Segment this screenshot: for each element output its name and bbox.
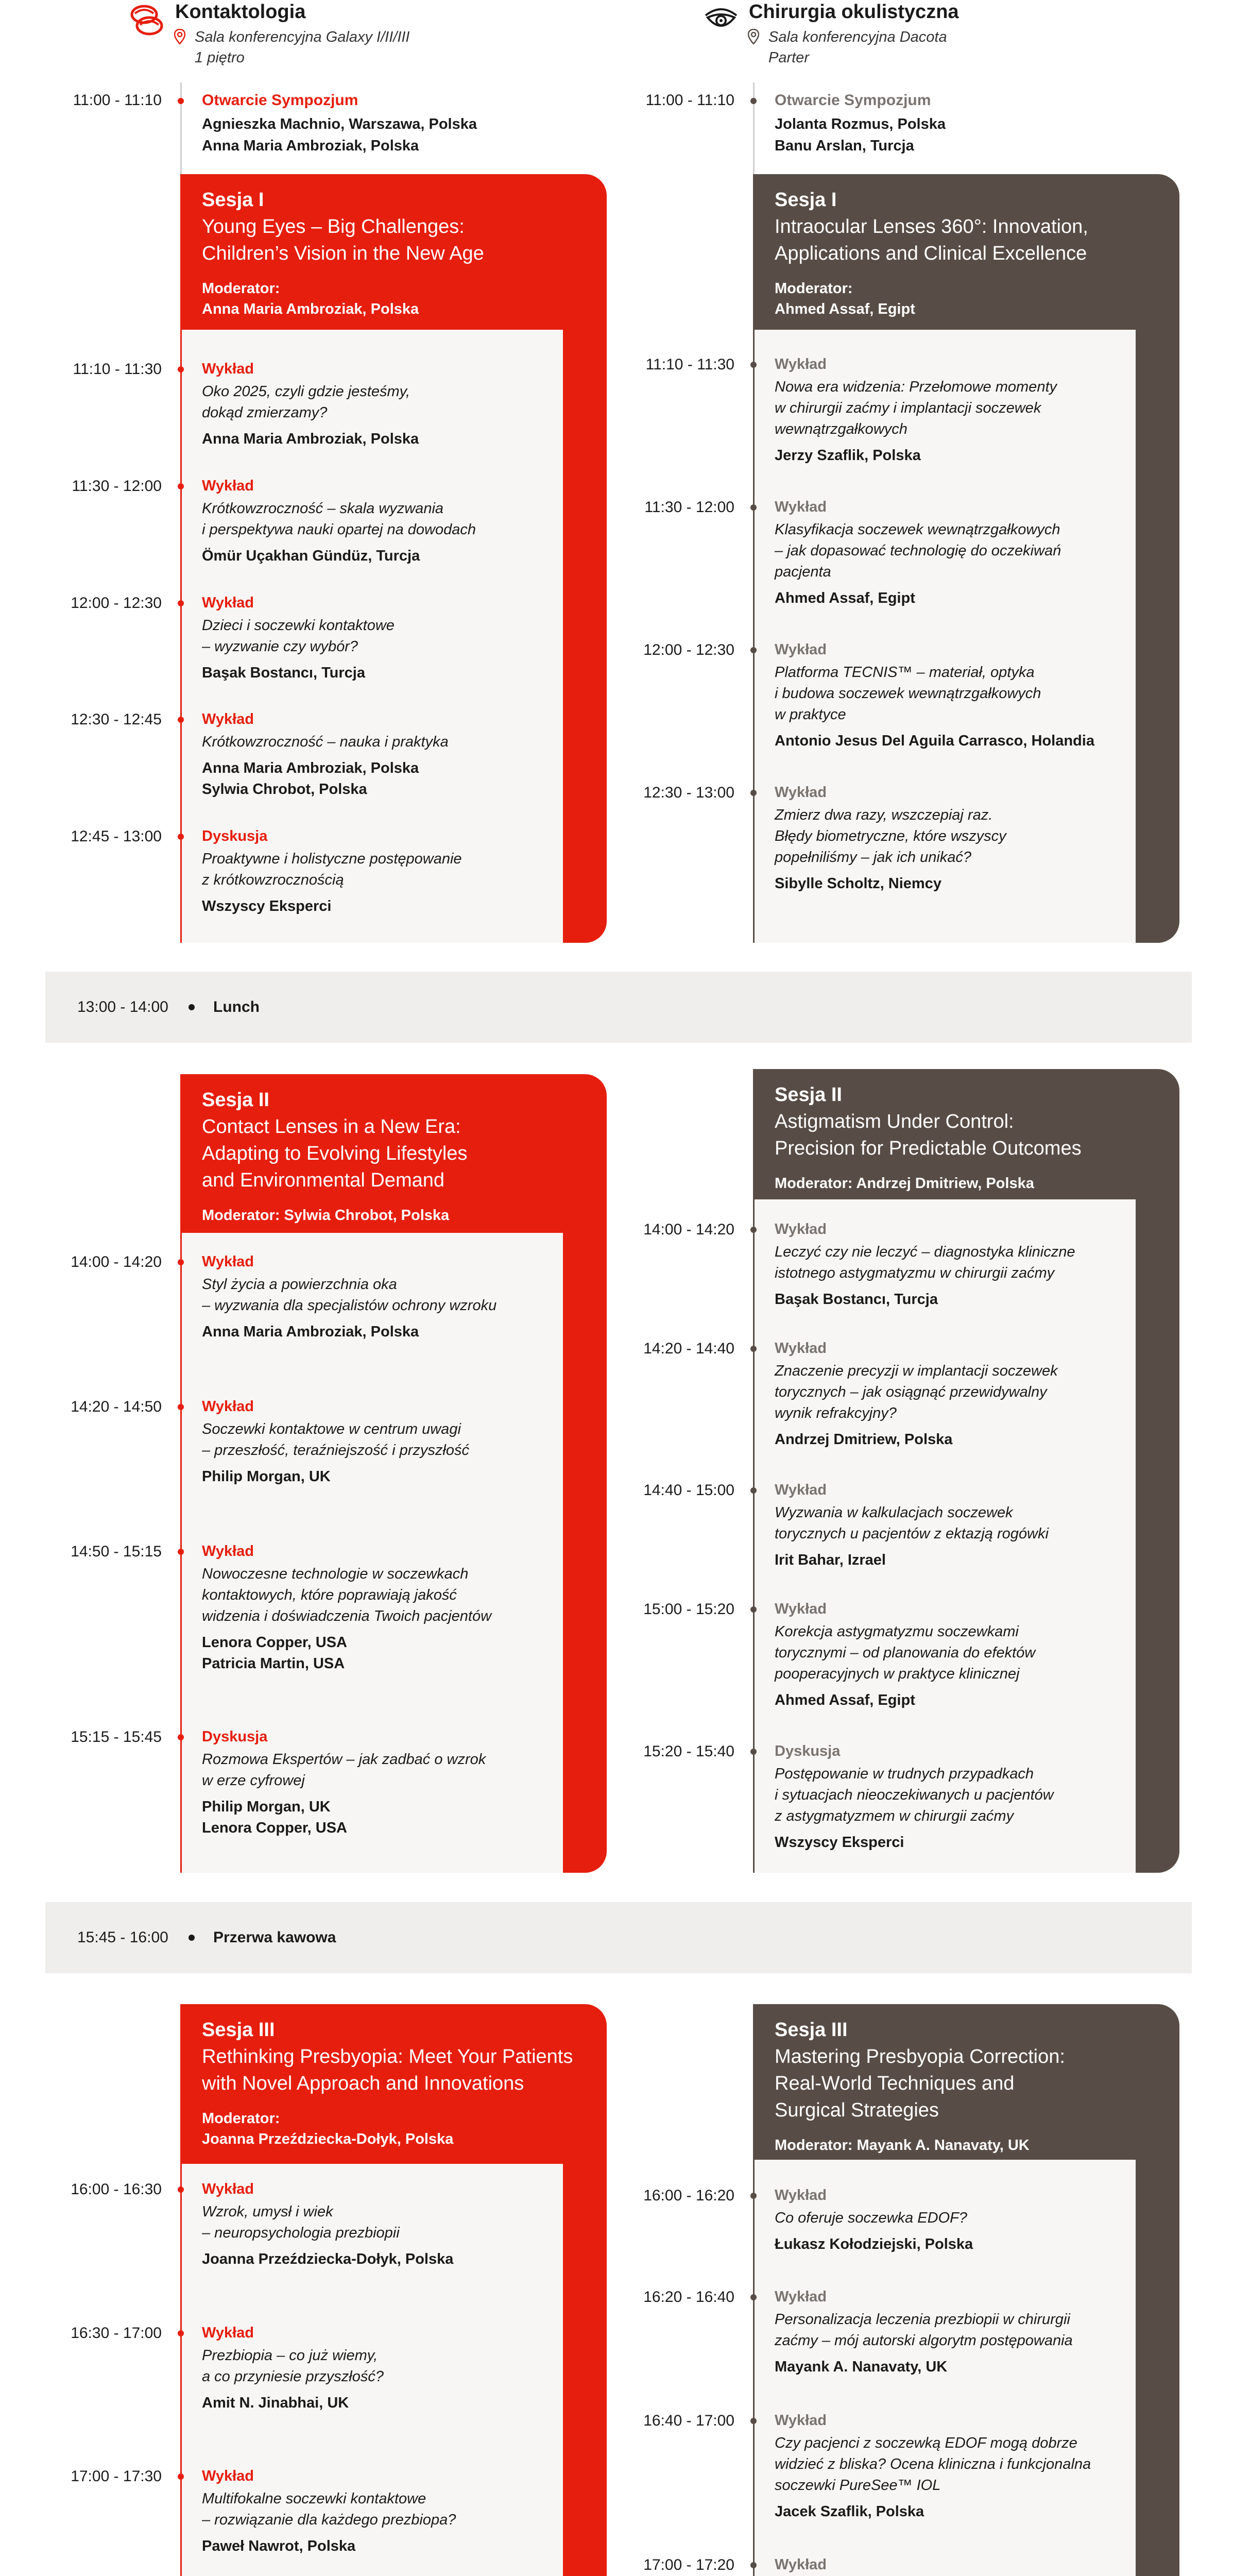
- item-time: 11:30 - 12:00: [72, 478, 162, 495]
- timeline-dot: [750, 2193, 757, 2199]
- item-time: 15:15 - 15:45: [71, 1728, 162, 1745]
- timeline-dot: [750, 362, 757, 368]
- item-time: 12:30 - 13:00: [643, 784, 734, 801]
- session-moderator: Moderator: Sylwia Chrobot, Polska: [202, 1207, 450, 1224]
- session-label: Sesja II: [202, 1089, 269, 1111]
- session-title: Intraocular Lenses 360°: Innovation, Applications and Clinical Excellence: [775, 216, 1088, 264]
- timeline-dot: [750, 1749, 757, 1755]
- timeline-dot: [178, 2187, 184, 2193]
- left-open-symposium: Otwarcie Sympozjum Agnieszka Machnio, Warszawa, Polska Anna Maria Ambroziak, Polska: [202, 92, 477, 154]
- item-time: 16:00 - 16:30: [71, 2181, 162, 2198]
- session-label: Sesja II: [775, 1084, 842, 1106]
- program-item: Dyskusja Rozmowa Ekspertów – jak zadbać o wzrok w erze cyfrowej Philip Morgan, UK Lenora Copper, USA: [202, 1728, 486, 1836]
- session-moderator: Moderator: Andrzej Dmitriew, Polska: [775, 1175, 1034, 1192]
- program-item: Wykład Co oferuje soczewka EDOF? Łukasz Kołodziejski, Polska: [775, 2187, 973, 2252]
- item-time: 16:00 - 16:20: [643, 2187, 734, 2204]
- program-item: Wykład Styl życia a powierzchnia oka – wyzwania dla specjalistów ochrony wzroku Anna Maria Ambroziak, Polska: [202, 1253, 497, 1340]
- item-time: 14:20 - 14:50: [71, 1398, 162, 1415]
- eye-icon: [703, 2, 740, 42]
- break-time: 15:45 - 16:00: [77, 1929, 168, 1946]
- session-label: Sesja III: [202, 2019, 275, 2041]
- timeline-dot: [750, 1346, 757, 1352]
- break-label: Przerwa kawowa: [213, 1929, 336, 1946]
- timeline-dot: [178, 483, 184, 489]
- timeline-dot: [178, 366, 184, 372]
- break-time: 13:00 - 14:00: [77, 998, 168, 1015]
- item-time: 14:00 - 14:20: [643, 1221, 734, 1238]
- item-time: 12:30 - 12:45: [71, 711, 162, 728]
- session-title: Contact Lenses in a New Era: Adapting to Evolving Lifestyles and Environmental Demand: [202, 1116, 468, 1191]
- item-time: 14:40 - 15:00: [643, 1482, 734, 1499]
- timeline-dot: [750, 2418, 757, 2424]
- session-title: Astigmatism Under Control: Precision for Predictable Outcomes: [775, 1111, 1082, 1159]
- program-item: Dyskusja Proaktywne i holistyczne postępowanie z krótkowzrocznością Wszyscy Eksperci: [202, 828, 462, 914]
- right-column-title: Chirurgia okulistyczna: [749, 1, 959, 23]
- session-moderator: Moderator: Ahmed Assaf, Egipt: [775, 280, 915, 317]
- timeline-dot: [178, 98, 184, 104]
- item-time: 15:00 - 15:20: [643, 1601, 734, 1618]
- timeline-dot: [750, 2294, 757, 2300]
- timeline-dot: [750, 2562, 757, 2568]
- program-item: Wykład Krótkowzroczność – nauka i praktyka Anna Maria Ambroziak, Polska Sylwia Chrobot, Polska: [202, 711, 449, 798]
- timeline-dot: [178, 1259, 184, 1265]
- program-item: Wykład Soczewki kontaktowe w centrum uwagi – przeszłość, teraźniejszość i przyszłość Philip Morgan, UK: [202, 1398, 469, 1485]
- left-open-time: 11:00 - 11:10: [73, 92, 162, 109]
- item-time: 16:40 - 17:00: [643, 2412, 734, 2429]
- break-label: Lunch: [213, 998, 260, 1015]
- timeline-dot: [750, 1606, 757, 1613]
- timeline-dot: [178, 1734, 184, 1740]
- timeline-dot: [178, 2330, 184, 2336]
- session-label: Sesja I: [202, 189, 264, 211]
- break-dot: [189, 1004, 195, 1010]
- session-title: Young Eyes – Big Challenges: Children’s Vision in the New Age: [202, 216, 484, 264]
- program-item: Wykład Korekcja astygmatyzmu soczewkami torycznymi – od planowania do efektów pooperacyjnych w praktyce klinicznej Ahmed Assaf, Egipt: [775, 1601, 1036, 1708]
- session-moderator: Moderator: Anna Maria Ambroziak, Polska: [202, 280, 419, 317]
- location-pin-icon: [174, 29, 185, 47]
- item-time: 12:45 - 13:00: [71, 828, 162, 845]
- left-column-title: Kontaktologia: [175, 1, 306, 23]
- item-time: 11:10 - 11:30: [645, 356, 734, 373]
- program-item: Wykład Oko 2025, czyli gdzie jesteśmy, dokąd zmierzamy? Anna Maria Ambroziak, Polska: [202, 361, 419, 447]
- item-time: 12:00 - 12:30: [71, 595, 162, 612]
- item-time: 11:10 - 11:30: [73, 361, 162, 378]
- item-time: 11:30 - 12:00: [644, 499, 734, 516]
- program-item: Wykład Zmierz dwa razy, wszczepiaj raz. Błędy biometryczne, które wszyscy popełniliśmy – jak ich unikać? Sibylle Scholtz, Niemcy: [775, 784, 1006, 892]
- timeline-dot: [178, 1404, 184, 1410]
- contact-lens-icon: [129, 2, 166, 42]
- left-location: Sala konferencyjna Galaxy I/II/III 1 piętro: [195, 29, 410, 66]
- item-time: 12:00 - 12:30: [643, 641, 734, 658]
- right-open-time: 11:00 - 11:10: [645, 92, 734, 109]
- item-time: 14:50 - 15:15: [71, 1543, 162, 1560]
- session-label: Sesja III: [775, 2019, 848, 2041]
- program-item: Wykład Wzrok, umysł i wiek – neuropsychologia prezbiopii Joanna Przeździecka-Dołyk, Polska: [202, 2181, 454, 2267]
- timeline-dot: [750, 504, 757, 511]
- timeline-dot: [178, 2473, 184, 2480]
- program-item: Wykład Prezbiopia – co już wiemy, a co przyniesie przyszłość? Amit N. Jinabhai, UK: [202, 2325, 384, 2411]
- right-open-symposium: Otwarcie Sympozjum Jolanta Rozmus, Polska Banu Arslan, Turcja: [775, 92, 946, 154]
- timeline-dot: [750, 1487, 757, 1494]
- program-item: Wykład Dzieci i soczewki kontaktowe – wyzwanie czy wybór? Başak Bostancı, Turcja: [202, 595, 395, 681]
- item-time: 17:00 - 17:30: [71, 2468, 162, 2485]
- program-item: Dyskusja Postępowanie w trudnych przypadkach i sytuacjach nieoczekiwanych u pacjentów z astygmatyzmem w chirurgii zaćmy Wszyscy Eksperci: [775, 1743, 1054, 1851]
- session-label: Sesja I: [775, 189, 837, 211]
- timeline-dot: [750, 790, 757, 796]
- timeline-dot: [178, 834, 184, 840]
- item-time: 14:20 - 14:40: [643, 1340, 734, 1357]
- timeline-dot: [750, 98, 757, 104]
- program-item: Wykład Czy pacjenci z soczewką EDOF mogą dobrze widzieć z bliska? Ocena kliniczna i funkcjonalna soczewki PureSee™ IOL Jacek Szaflik, Polska: [775, 2412, 1091, 2520]
- item-time: 17:00 - 17:20: [643, 2556, 734, 2573]
- location-pin-icon: [748, 29, 759, 47]
- break-dot: [189, 1935, 195, 1941]
- session-moderator: Moderator: Joanna Przeździecka-Dołyk, Polska: [202, 2110, 454, 2147]
- program-item: Wykład Klasyfikacja soczewek wewnątrzgałkowych – jak dopasować technologię do oczekiwań pacjenta Ahmed Assaf, Egipt: [775, 499, 1061, 606]
- program-item: Wykład Nowa era widzenia: Przełomowe momenty w chirurgii zaćmy i implantacji soczewek wewnątrzgałkowych Jerzy Szaflik, Polska: [775, 356, 1057, 464]
- right-location: Sala konferencyjna Dacota Parter: [768, 29, 947, 66]
- item-time: 14:00 - 14:20: [71, 1253, 162, 1270]
- program-item: Wykład Krótkowzroczność – skala wyzwania i perspektywa nauki opartej na dowodach Ömür Uçakhan Gündüz, Turcja: [202, 478, 476, 564]
- program-item: Wykład Personalizacja leczenia prezbiopii w chirurgii zaćmy – mój autorski algorytm postępowania Mayank A. Nanavaty, UK: [775, 2289, 1073, 2375]
- program-item: Wykład Znaczenie precyzji w implantacji soczewek torycznych – jak osiągnąć przewidywalny wynik refrakcyjny? Andrzej Dmitriew, Polska: [775, 1340, 1058, 1448]
- timeline-dot: [178, 717, 184, 723]
- program-item: Wykład Leczyć czy nie leczyć – diagnostyka kliniczne istotnego astygmatyzmu w chirurgii zaćmy Başak Bostancı, Turcja: [775, 1221, 1075, 1308]
- timeline-dot: [750, 1227, 757, 1233]
- timeline-dot: [750, 647, 757, 653]
- timeline-dot: [178, 600, 184, 606]
- session-title: Rethinking Presbyopia: Meet Your Patients with Novel Approach and Innovations: [202, 2046, 573, 2094]
- break-lunch: [45, 972, 1192, 1043]
- program-item: Wykład Wyzwania w kalkulacjach soczewek torycznych u pacjentów z ektazją rogówki Irit Bahar, Izrael: [775, 1482, 1049, 1568]
- program-item: Wykład: [775, 2556, 827, 2573]
- session-title: Mastering Presbyopia Correction: Real-World Techniques and Surgical Strategies: [775, 2046, 1065, 2121]
- timeline-dot: [178, 1549, 184, 1555]
- item-time: 15:20 - 15:40: [643, 1743, 734, 1760]
- break-coffee: [45, 1902, 1192, 1973]
- program-item: Wykład Platforma TECNIS™ – materiał, optyka i budowa soczewek wewnątrzgałkowych w praktyce Antonio Jesus Del Aguila Carrasco, Holandia: [775, 641, 1094, 749]
- item-time: 16:20 - 16:40: [643, 2289, 734, 2306]
- session-moderator: Moderator: Mayank A. Nanavaty, UK: [775, 2137, 1030, 2154]
- program-item: Wykład Multifokalne soczewki kontaktowe – rozwiązanie dla każdego prezbiopa? Paweł Nawrot, Polska: [202, 2468, 456, 2554]
- program-item: Wykład Nowoczesne technologie w soczewkach kontaktowych, które poprawiają jakość widzenia i doświadczenia Twoich pacjentów Lenora Copper, USA Patricia Martin, USA: [202, 1543, 492, 1672]
- item-time: 16:30 - 17:00: [71, 2325, 162, 2342]
